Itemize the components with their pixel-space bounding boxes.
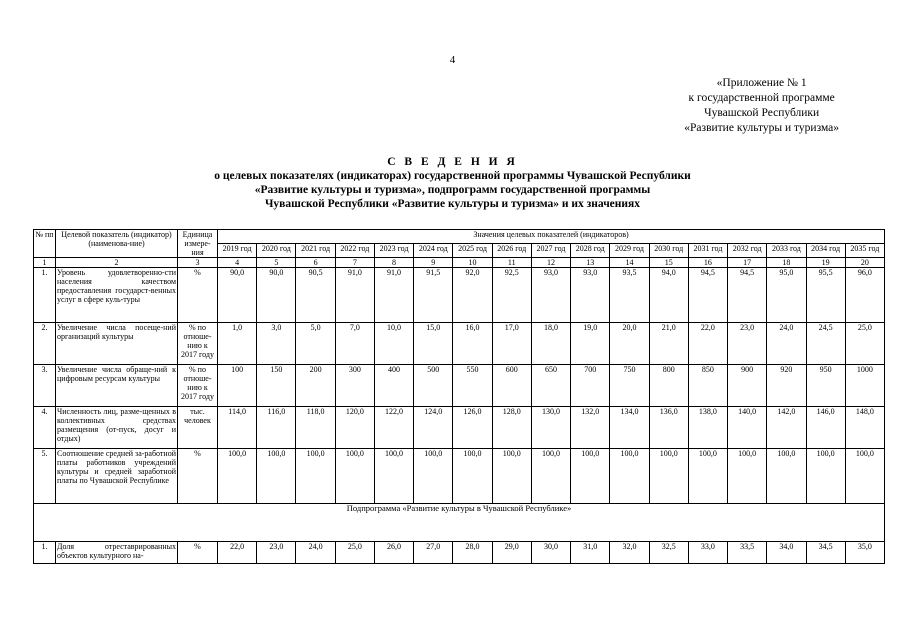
table-row xyxy=(34,449,885,504)
header-values-title: Значения целевых показателей (индикаторов) xyxy=(218,230,885,244)
column-number: 14 xyxy=(610,258,649,268)
appendix-line: к государственной программе xyxy=(688,92,835,104)
value-cell: 19,0 xyxy=(571,323,610,365)
document-heading xyxy=(0,155,905,211)
indicator-name: Увеличение числа обраще-ний к цифровым ресурсам культуры xyxy=(56,365,178,407)
unit-cell: % по отноше-нию к 2017 году xyxy=(178,323,218,365)
value-cell: 126,0 xyxy=(453,407,492,449)
year-header: 2021 год xyxy=(296,244,335,258)
value-cell: 128,0 xyxy=(492,407,531,449)
value-cell: 1000 xyxy=(845,365,884,407)
header-num: № пп xyxy=(34,230,56,258)
column-number: 3 xyxy=(178,258,218,268)
year-header: 2027 год xyxy=(531,244,570,258)
value-cell: 500 xyxy=(414,365,453,407)
value-cell: 91,0 xyxy=(335,268,374,323)
value-cell: 850 xyxy=(688,365,727,407)
appendix-line: Чувашской Республики xyxy=(704,107,820,119)
value-cell: 118,0 xyxy=(296,407,335,449)
value-cell: 90,5 xyxy=(296,268,335,323)
subprogram-title: Подпрограмма «Развитие культуры в Чувашской Республике» xyxy=(34,504,885,542)
value-cell: 34,5 xyxy=(806,542,845,564)
value-cell: 94,0 xyxy=(649,268,688,323)
value-cell: 100,0 xyxy=(767,449,806,504)
value-cell: 130,0 xyxy=(531,407,570,449)
unit-cell: % xyxy=(178,268,218,323)
value-cell: 100,0 xyxy=(571,449,610,504)
value-cell: 5,0 xyxy=(296,323,335,365)
heading-line: Чувашской Республики «Развитие культуры и туризма» и их значениях xyxy=(264,198,641,210)
value-cell: 7,0 xyxy=(335,323,374,365)
value-cell: 150 xyxy=(257,365,296,407)
value-cell: 134,0 xyxy=(610,407,649,449)
value-cell: 100,0 xyxy=(649,449,688,504)
value-cell: 30,0 xyxy=(531,542,570,564)
header-indicator: Целевой показатель (индикатор) (наименова-ние) xyxy=(56,230,178,258)
unit-cell: % xyxy=(178,449,218,504)
column-number: 8 xyxy=(374,258,413,268)
row-num: 1. xyxy=(34,268,56,323)
value-cell: 35,0 xyxy=(845,542,884,564)
year-header: 2020 год xyxy=(257,244,296,258)
unit-cell: % xyxy=(178,542,218,564)
column-number: 11 xyxy=(492,258,531,268)
value-cell: 91,5 xyxy=(414,268,453,323)
value-cell: 100,0 xyxy=(688,449,727,504)
row-num: 4. xyxy=(34,407,56,449)
column-number: 9 xyxy=(414,258,453,268)
value-cell: 32,0 xyxy=(610,542,649,564)
column-number: 19 xyxy=(806,258,845,268)
value-cell: 132,0 xyxy=(571,407,610,449)
value-cell: 550 xyxy=(453,365,492,407)
value-cell: 24,5 xyxy=(806,323,845,365)
value-cell: 120,0 xyxy=(335,407,374,449)
value-cell: 100,0 xyxy=(218,449,257,504)
unit-cell: тыс. человек xyxy=(178,407,218,449)
row-num: 2. xyxy=(34,323,56,365)
value-cell: 21,0 xyxy=(649,323,688,365)
value-cell: 136,0 xyxy=(649,407,688,449)
column-number: 5 xyxy=(257,258,296,268)
column-number: 17 xyxy=(728,258,767,268)
value-cell: 100,0 xyxy=(806,449,845,504)
value-cell: 90,0 xyxy=(218,268,257,323)
year-header: 2019 год xyxy=(218,244,257,258)
indicator-name: Численность лиц, разме-щенных в коллективных средствах размещения (от-пуск, досуг и отдых) xyxy=(56,407,178,449)
value-cell: 138,0 xyxy=(688,407,727,449)
value-cell: 15,0 xyxy=(414,323,453,365)
value-cell: 100,0 xyxy=(728,449,767,504)
value-cell: 122,0 xyxy=(374,407,413,449)
table-row xyxy=(34,268,885,323)
heading-line: «Развитие культуры и туризма», подпрограмм государственной программы xyxy=(254,184,651,196)
year-header: 2023 год xyxy=(374,244,413,258)
value-cell: 93,0 xyxy=(531,268,570,323)
document-title: С В Е Д Е Н И Я xyxy=(387,156,518,168)
value-cell: 1,0 xyxy=(218,323,257,365)
appendix-line: «Приложение № 1 xyxy=(716,77,807,89)
value-cell: 23,0 xyxy=(728,323,767,365)
column-number: 2 xyxy=(56,258,178,268)
table-header-row xyxy=(34,230,885,244)
value-cell: 116,0 xyxy=(257,407,296,449)
value-cell: 650 xyxy=(531,365,570,407)
subprogram-row xyxy=(34,504,885,542)
column-number: 13 xyxy=(571,258,610,268)
value-cell: 600 xyxy=(492,365,531,407)
column-numbers-row xyxy=(34,258,885,268)
column-number: 4 xyxy=(218,258,257,268)
value-cell: 100,0 xyxy=(335,449,374,504)
column-number: 20 xyxy=(845,258,884,268)
value-cell: 700 xyxy=(571,365,610,407)
value-cell: 95,5 xyxy=(806,268,845,323)
column-number: 18 xyxy=(767,258,806,268)
value-cell: 100,0 xyxy=(531,449,570,504)
value-cell: 140,0 xyxy=(728,407,767,449)
value-cell: 148,0 xyxy=(845,407,884,449)
column-number: 6 xyxy=(296,258,335,268)
column-number: 12 xyxy=(531,258,570,268)
value-cell: 114,0 xyxy=(218,407,257,449)
year-header: 2025 год xyxy=(453,244,492,258)
value-cell: 16,0 xyxy=(453,323,492,365)
value-cell: 900 xyxy=(728,365,767,407)
value-cell: 27,0 xyxy=(414,542,453,564)
indicator-name: Увеличение числа посеще-ний организаций культуры xyxy=(56,323,178,365)
value-cell: 100,0 xyxy=(610,449,649,504)
indicator-name: Соотношение средней за-работной платы работников учреждений культуры и средней заработной платы по Чувашской Республике xyxy=(56,449,178,504)
value-cell: 22,0 xyxy=(218,542,257,564)
table-row xyxy=(34,365,885,407)
table-row xyxy=(34,407,885,449)
row-num: 5. xyxy=(34,449,56,504)
row-num: 1. xyxy=(34,542,56,564)
value-cell: 90,0 xyxy=(257,268,296,323)
value-cell: 94,5 xyxy=(728,268,767,323)
value-cell: 91,0 xyxy=(374,268,413,323)
table-row xyxy=(34,542,885,564)
value-cell: 93,5 xyxy=(610,268,649,323)
value-cell: 34,0 xyxy=(767,542,806,564)
value-cell: 29,0 xyxy=(492,542,531,564)
value-cell: 750 xyxy=(610,365,649,407)
indicator-name: Уровень удовлетворенно-сти населения качеством предоставления государст-венных услуг в сфере куль-туры xyxy=(56,268,178,323)
value-cell: 94,5 xyxy=(688,268,727,323)
value-cell: 300 xyxy=(335,365,374,407)
year-header: 2035 год xyxy=(845,244,884,258)
value-cell: 100,0 xyxy=(492,449,531,504)
year-header: 2026 год xyxy=(492,244,531,258)
value-cell: 18,0 xyxy=(531,323,570,365)
year-header: 2022 год xyxy=(335,244,374,258)
value-cell: 31,0 xyxy=(571,542,610,564)
value-cell: 950 xyxy=(806,365,845,407)
indicators-table xyxy=(33,229,885,564)
value-cell: 400 xyxy=(374,365,413,407)
year-header: 2033 год xyxy=(767,244,806,258)
column-number: 16 xyxy=(688,258,727,268)
header-unit: Единица измере-ния xyxy=(178,230,218,258)
value-cell: 920 xyxy=(767,365,806,407)
value-cell: 24,0 xyxy=(767,323,806,365)
value-cell: 100,0 xyxy=(257,449,296,504)
value-cell: 20,0 xyxy=(610,323,649,365)
value-cell: 3,0 xyxy=(257,323,296,365)
value-cell: 96,0 xyxy=(845,268,884,323)
column-number: 15 xyxy=(649,258,688,268)
value-cell: 33,5 xyxy=(728,542,767,564)
value-cell: 100,0 xyxy=(414,449,453,504)
year-header: 2024 год xyxy=(414,244,453,258)
indicator-name: Доля отреставрированных объектов культурного на- xyxy=(56,542,178,564)
value-cell: 92,5 xyxy=(492,268,531,323)
value-cell: 800 xyxy=(649,365,688,407)
year-header: 2029 год xyxy=(610,244,649,258)
column-number: 10 xyxy=(453,258,492,268)
value-cell: 17,0 xyxy=(492,323,531,365)
value-cell: 200 xyxy=(296,365,335,407)
year-header: 2034 год xyxy=(806,244,845,258)
value-cell: 32,5 xyxy=(649,542,688,564)
value-cell: 100,0 xyxy=(453,449,492,504)
value-cell: 26,0 xyxy=(374,542,413,564)
value-cell: 146,0 xyxy=(806,407,845,449)
column-number: 7 xyxy=(335,258,374,268)
table-row xyxy=(34,323,885,365)
year-header: 2028 год xyxy=(571,244,610,258)
value-cell: 25,0 xyxy=(845,323,884,365)
value-cell: 100,0 xyxy=(374,449,413,504)
value-cell: 100 xyxy=(218,365,257,407)
unit-cell: % по отноше-нию к 2017 году xyxy=(178,365,218,407)
value-cell: 10,0 xyxy=(374,323,413,365)
appendix-note xyxy=(684,76,839,136)
appendix-line: «Развитие культуры и туризма» xyxy=(684,122,839,134)
value-cell: 92,0 xyxy=(453,268,492,323)
value-cell: 142,0 xyxy=(767,407,806,449)
value-cell: 95,0 xyxy=(767,268,806,323)
value-cell: 28,0 xyxy=(453,542,492,564)
column-number: 1 xyxy=(34,258,56,268)
heading-line: о целевых показателях (индикаторах) государственной программы Чувашской Республики xyxy=(214,170,691,182)
value-cell: 23,0 xyxy=(257,542,296,564)
year-header: 2030 год xyxy=(649,244,688,258)
value-cell: 124,0 xyxy=(414,407,453,449)
year-header: 2032 год xyxy=(728,244,767,258)
value-cell: 22,0 xyxy=(688,323,727,365)
value-cell: 33,0 xyxy=(688,542,727,564)
year-header: 2031 год xyxy=(688,244,727,258)
value-cell: 100,0 xyxy=(845,449,884,504)
value-cell: 100,0 xyxy=(296,449,335,504)
row-num: 3. xyxy=(34,365,56,407)
page-number: 4 xyxy=(449,54,456,66)
value-cell: 25,0 xyxy=(335,542,374,564)
value-cell: 93,0 xyxy=(571,268,610,323)
value-cell: 24,0 xyxy=(296,542,335,564)
